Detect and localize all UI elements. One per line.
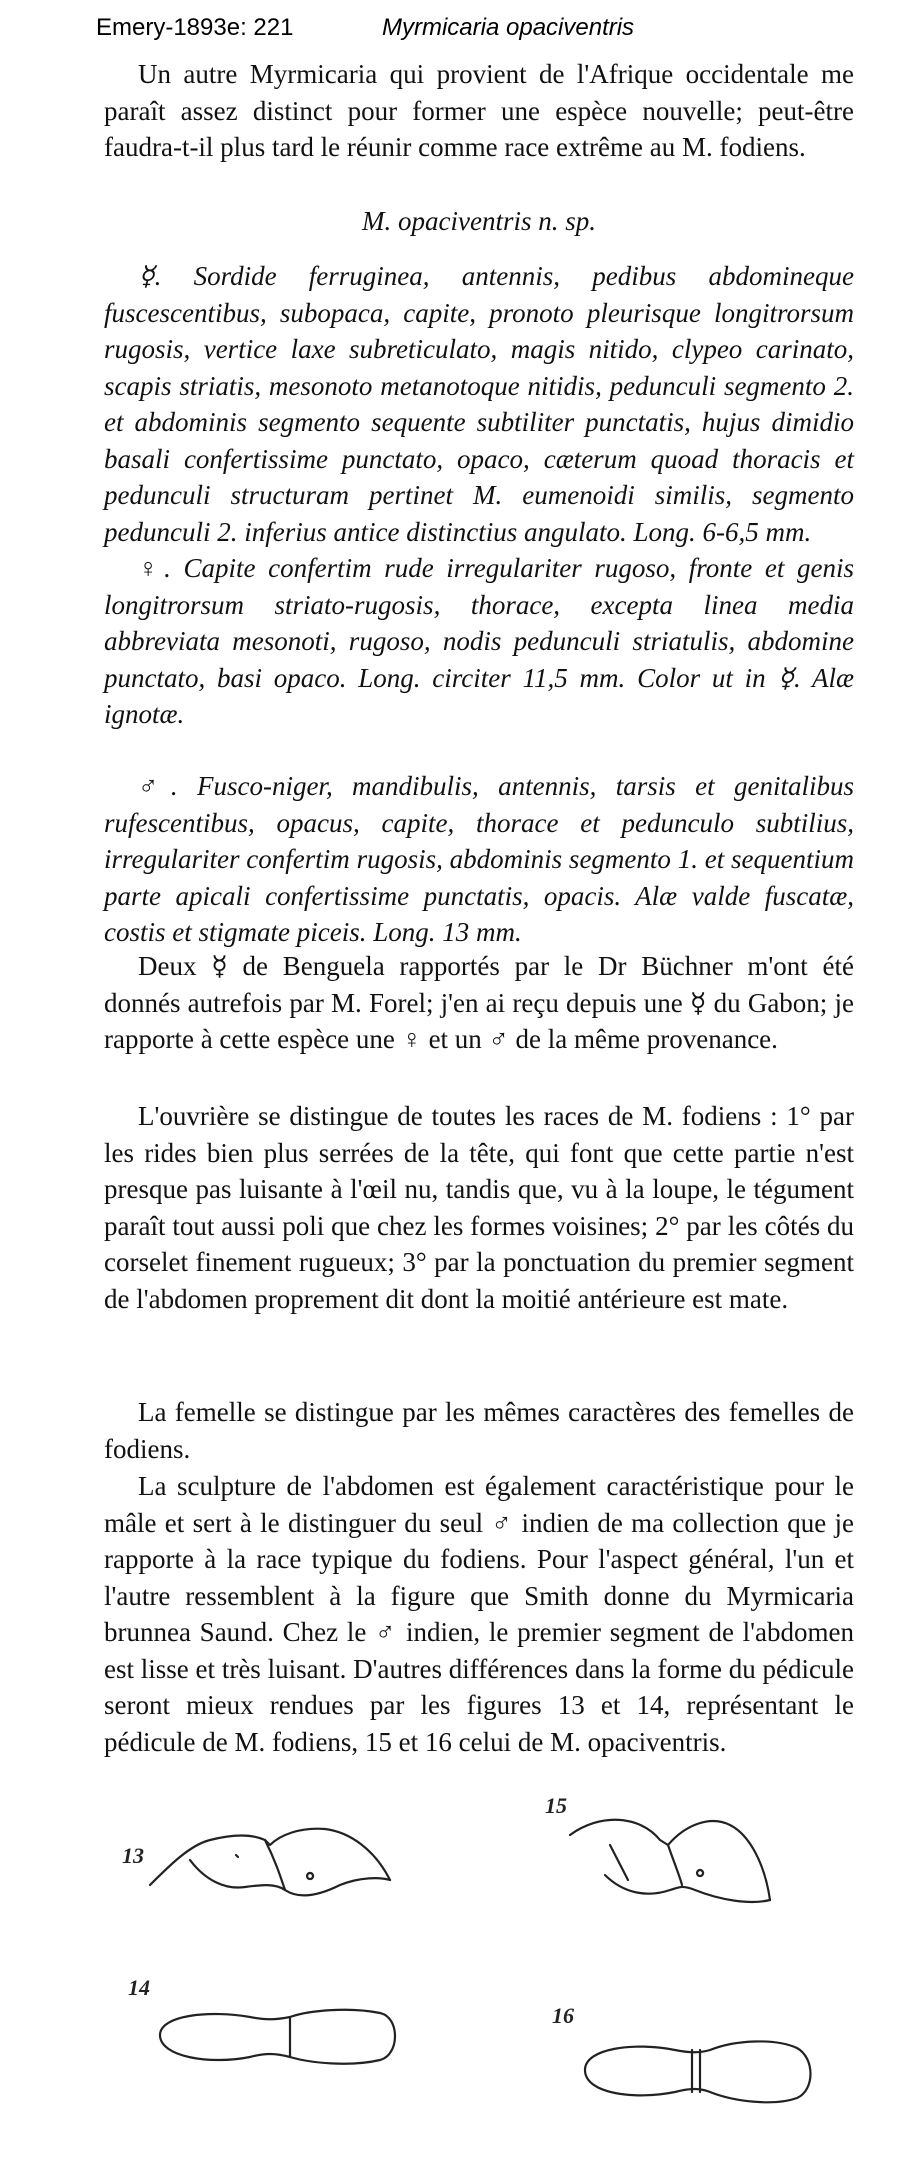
male-description-block [104, 768, 854, 951]
figure-13-drawing [150, 1805, 410, 1915]
para-material: Deux ☿ de Benguela rapportés par le Dr Büchner m'ont été donnés autrefois par M. Forel; j'en ai reçu depuis une ☿ du Gabon; je rapporte à cette espèce une ♀ et un ♂ de la même provenance. [104, 951, 854, 1054]
worker-description-block [104, 258, 854, 550]
species-heading-block [104, 203, 854, 240]
fig16-outline [585, 2041, 811, 2102]
species-heading: M. opaciventris n. sp. [362, 206, 596, 236]
fig13-dot-1 [236, 1855, 238, 1857]
running-title: Myrmicaria opaciventris [382, 14, 635, 41]
fig13-petiole-outline [150, 1829, 390, 1885]
para-worker: L'ouvrière se distingue de toutes les races de M. fodiens : 1° par les rides bien plus serrées de la tête, qui font que cette partie n'est presque pas luisante à l'œil nu, tandis que, vu à la loupe, le tégument paraît tout aussi poli que chez les formes voisines; 2° par les côtés du corselet finement rugueux; 3° par la ponctuation du premier segment de l'abdomen proprement dit dont la moitié antérieure est mate. [104, 1101, 854, 1314]
page-header [96, 14, 880, 54]
figure-15-drawing [570, 1805, 800, 1925]
fig15-divider [668, 1845, 682, 1885]
fig15-dot [697, 1870, 703, 1876]
fig13-node-divider [265, 1840, 285, 1890]
male-paragraph-block [104, 1468, 854, 1760]
figure-label-14: 14 [128, 1975, 150, 2000]
figure-label-13: 13 [122, 1843, 144, 1868]
worker-paragraph-block [104, 1098, 854, 1317]
figure-label-15: 15 [545, 1793, 567, 1818]
worker-description: ☿. Sordide ferruginea, antennis, pedibus abdomineque fuscescentibus, subopaca, capite, pronoto pleurisque longitrorsum rugosis, vertice laxe subreticulato, magis nitido, clypeo carinato, scapis striatis, mesonoto metanotoque nitidis, pedunculi segmento 2. et abdominis segmento sequente subtiliter punctatis, hujus dimidio basali confertissime punctato, opaco, cæterum quoad thoracis et pedunculi structuram pertinet M. eumenoidi similis, segmento pedunculi 2. inferius antice distinctius angulato. Long. 6-6,5 mm. [104, 261, 854, 547]
fig15-spine [610, 1845, 628, 1880]
female-description-block [104, 550, 854, 733]
fig13-dot-2 [307, 1873, 313, 1879]
citation: Emery-1893e: 221 [96, 14, 294, 41]
para-female: La femelle se distingue par les mêmes caractères des femelles de fodiens. [104, 1397, 854, 1464]
female-paragraph-block [104, 1394, 854, 1467]
material-paragraph-block [104, 948, 854, 1058]
fig15-lower-outline [605, 1875, 770, 1902]
figure-label-16: 16 [552, 2003, 574, 2028]
fig13-lower-outline [190, 1860, 390, 1895]
figures-area [100, 1785, 860, 2145]
para-male: La sculpture de l'abdomen est également caractéristique pour le mâle et sert à le distinguer du seul ♂ indien de ma collection que je rapporte à la race typique du fodiens. Pour l'aspect général, l'un et l'autre ressemblent à la figure que Smith donne du Myrmicaria brunnea Saund. Chez le ♂ indien, le premier segment de l'abdomen est lisse et très luisant. D'autres différences dans la forme du pédicule seront mieux rendues par les figures 13 et 14, représentant le pédicule de M. fodiens, 15 et 16 celui de M. opaciventris. [104, 1471, 854, 1757]
figure-14-drawing [150, 1995, 410, 2085]
figure-16-drawing [575, 2020, 815, 2120]
intro-paragraph [104, 56, 854, 166]
fig15-upper-outline [570, 1820, 770, 1900]
intro-text: Un autre Myrmicaria qui provient de l'Afrique occidentale me paraît assez distinct pour former une espèce nouvelle; peut-être faudra-t-il plus tard le réunir comme race extrême au M. fodiens. [104, 59, 854, 162]
male-description: ♂. Fusco-niger, mandibulis, antennis, tarsis et genitalibus rufescentibus, opacus, capite, thorace et pedunculo subtilius, irregulariter confertim rugosis, abdominis segmento 1. et sequentium parte apicali confertissime punctatis, opacis. Alæ valde fuscatæ, costis et stigmate piceis. Long. 13 mm. [104, 771, 854, 947]
female-description: ♀. Capite confertim rude irregulariter rugoso, fronte et genis longitrorsum striato-rugosis, thorace, excepta linea media abbreviata mesonoti, rugoso, nodis pedunculi striatulis, abdomine punctato, basi opaco. Long. circiter 11,5 mm. Color ut in ☿. Alæ ignotæ. [104, 553, 854, 729]
fig14-outline [160, 2010, 395, 2064]
